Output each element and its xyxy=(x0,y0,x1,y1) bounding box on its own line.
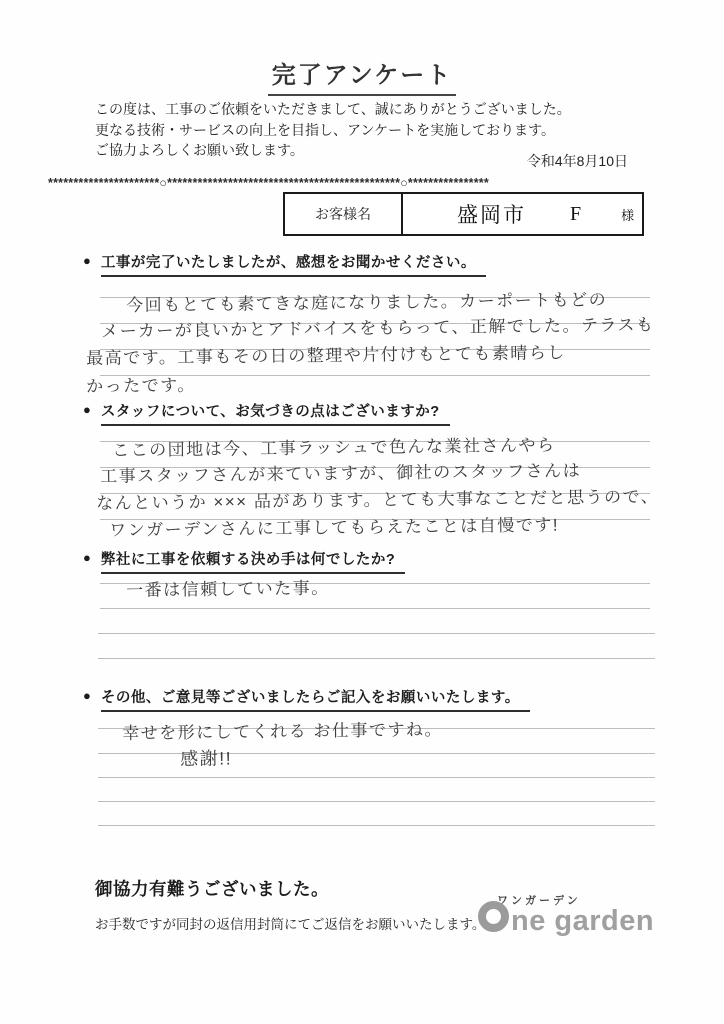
customer-name-value xyxy=(403,194,642,234)
customer-name-box xyxy=(283,192,644,236)
question-2-label: スタッフについて、お気づきの点はございますか? xyxy=(101,400,450,426)
handwritten-answer-2-line-4: ワンガーデンさんに工事してもらえたことは自慢です! xyxy=(109,515,560,540)
question-3-label: 弊社に工事を依頼する決め手は何でしたか? xyxy=(101,548,405,574)
answer-rule-line xyxy=(98,825,655,826)
handwritten-answer-4-line-1: 幸せを形にしてくれる お仕事ですね。 xyxy=(122,720,444,743)
answer-rule-line xyxy=(98,633,655,634)
question-1 xyxy=(83,251,486,277)
logo-text: ne garden xyxy=(511,905,655,937)
company-logo xyxy=(478,901,654,938)
survey-date: 令和4年8月10日 xyxy=(526,153,628,169)
bullet-icon: ● xyxy=(83,688,91,703)
question-2 xyxy=(83,400,450,426)
customer-city: 盛岡市 xyxy=(457,203,526,227)
reply-instruction: お手数ですが同封の返信用封筒にてご返信をお願いいたします。 xyxy=(95,917,486,932)
intro-line-2: 更なる技術・サービスの向上を目指し、アンケートを実施しております。 xyxy=(95,121,556,138)
bullet-icon: ● xyxy=(83,253,91,268)
customer-initial: F xyxy=(570,202,582,225)
answer-rule-line xyxy=(100,608,650,609)
handwritten-answer-4-line-2: 感謝!! xyxy=(180,748,233,769)
customer-honorific: 様 xyxy=(621,207,635,223)
handwritten-answer-3-line-1: 一番は信頼していた事。 xyxy=(126,578,330,600)
handwritten-answer-2-line-3: なんというか ××× 品があります。とても大事なことだと思うので、 xyxy=(96,487,660,513)
logo-o-ring-icon xyxy=(478,901,509,932)
answer-rule-line xyxy=(98,777,655,778)
thanks-message: 御協力有難うございました。 xyxy=(95,879,329,899)
question-4 xyxy=(83,686,530,712)
answer-rule-line xyxy=(98,801,655,802)
handwritten-answer-2-line-1: ここの団地は今、工事ラッシュで色んな業社さんやら xyxy=(112,435,556,460)
handwritten-answer-1-line-4: かったです。 xyxy=(86,375,196,396)
decorative-separator: **********************○**********************************************○**************** xyxy=(48,176,489,190)
answer-rule-line xyxy=(98,658,655,659)
bullet-icon: ● xyxy=(83,402,91,417)
bullet-icon: ● xyxy=(83,550,91,565)
intro-text xyxy=(95,99,571,161)
handwritten-answer-1-line-3: 最高です。工事もその日の整理や片付けもとても素晴らし xyxy=(86,343,566,368)
customer-name-label: お客様名 xyxy=(285,194,403,234)
intro-line-3: ご協力よろしくお願い致します。 xyxy=(95,142,304,158)
question-4-label: その他、ご意見等ございましたらご記入をお願いいたします。 xyxy=(101,686,530,712)
handwritten-answer-2-line-2: 工事スタッフさんが来ていますが、御社のスタッフさんは xyxy=(100,461,582,486)
handwritten-answer-1-line-1: 今回もとても素てきな庭になりました。カーポートもどの xyxy=(126,290,608,315)
intro-line-1: この度は、工事のご依頼をいただきまして、誠にありがとうございました。 xyxy=(95,101,571,117)
question-3 xyxy=(83,548,405,574)
page-title-wrap xyxy=(0,55,724,96)
question-1-label: 工事が完了いたしましたが、感想をお聞かせください。 xyxy=(101,251,486,277)
handwritten-answer-1-line-2: メーカーが良いかとアドバイスをもらって、正解でした。テラスも xyxy=(101,315,655,341)
page-title: 完了アンケート xyxy=(268,55,457,96)
company-logo-kana: ワンガーデン xyxy=(497,895,581,907)
